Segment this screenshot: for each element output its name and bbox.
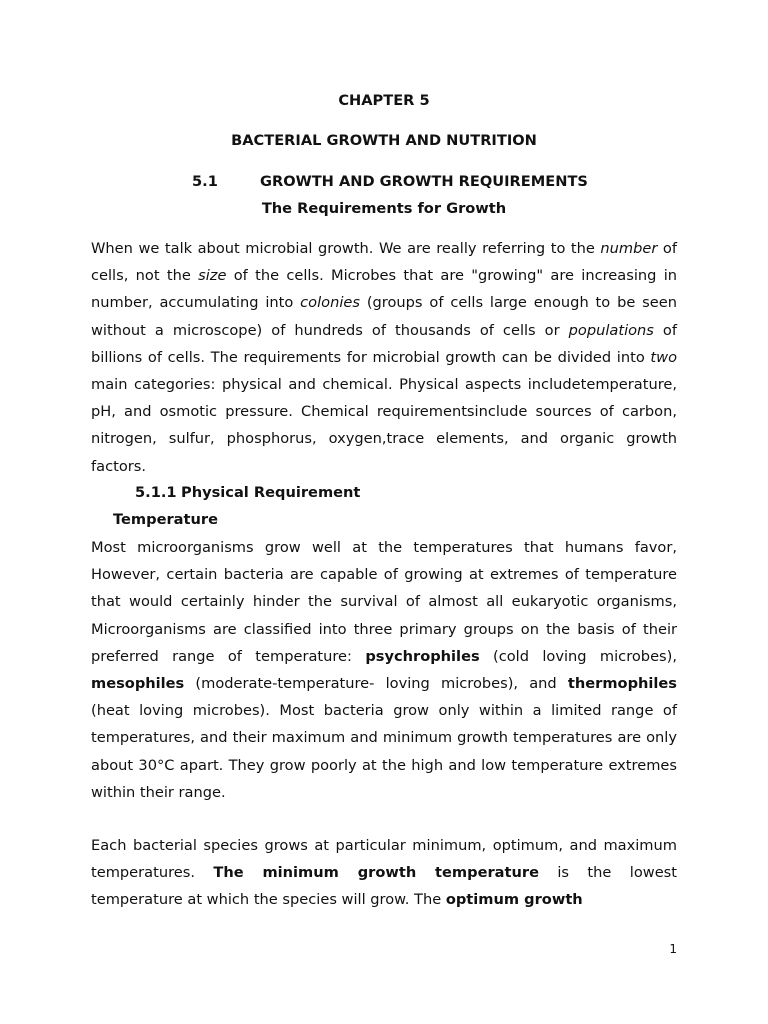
chapter-label: CHAPTER 5 (338, 92, 430, 109)
temperature-heading: Temperature (113, 511, 218, 528)
chapter-title: BACTERIAL GROWTH AND NUTRITION (231, 132, 537, 149)
subsection-title: Physical Requirement (181, 484, 361, 501)
section-subtitle: The Requirements for Growth (261, 200, 507, 217)
section-title: GROWTH AND GROWTH REQUIREMENTS (260, 173, 588, 190)
subsection-number: 5.1.1 (135, 484, 177, 501)
intro-paragraph: When we talk about microbial growth. We are really referring to the number of cells, not the size of the cells. Microbes that are "growing" are increasing in number, accumulating into colonies (groups of cells large enough to be seen without a microscope) of hundreds of thousands of cells or populations of billions of cells. The requirements for microbial growth can be divided into two main categories: physical and chemical. Physical aspects includetemperature, pH, and osmotic pressure. Chemical requirementsinclude sources of carbon, nitrogen, sulfur, phosphorus, oxygen,trace elements, and organic growth factors. (91, 240, 677, 475)
section-number: 5.1 (192, 173, 218, 190)
species-paragraph: Each bacterial species grows at particular minimum, optimum, and maximum temperatures. The minimum growth temperature is the lowest temperature at which the species will grow. The optimum growth (91, 837, 677, 909)
temperature-paragraph: Most microorganisms grow well at the temperatures that humans favor, However, certain bacteria are capable of growing at extremes of temperature that would certainly hinder the survival of almost all eukaryotic organisms, Microorganisms are classified into three primary groups on the basis of their preferred range of temperature: psychrophiles (cold loving microbes), mesophiles (moderate-temperature- loving microbes), and thermophiles (heat loving microbes). Most bacteria grow only within a limited range of temperatures, and their maximum and minimum growth temperatures are only about 30°C apart. They grow poorly at the high and low temperature extremes within their range. (91, 539, 677, 801)
page-number: 1 (669, 942, 677, 956)
